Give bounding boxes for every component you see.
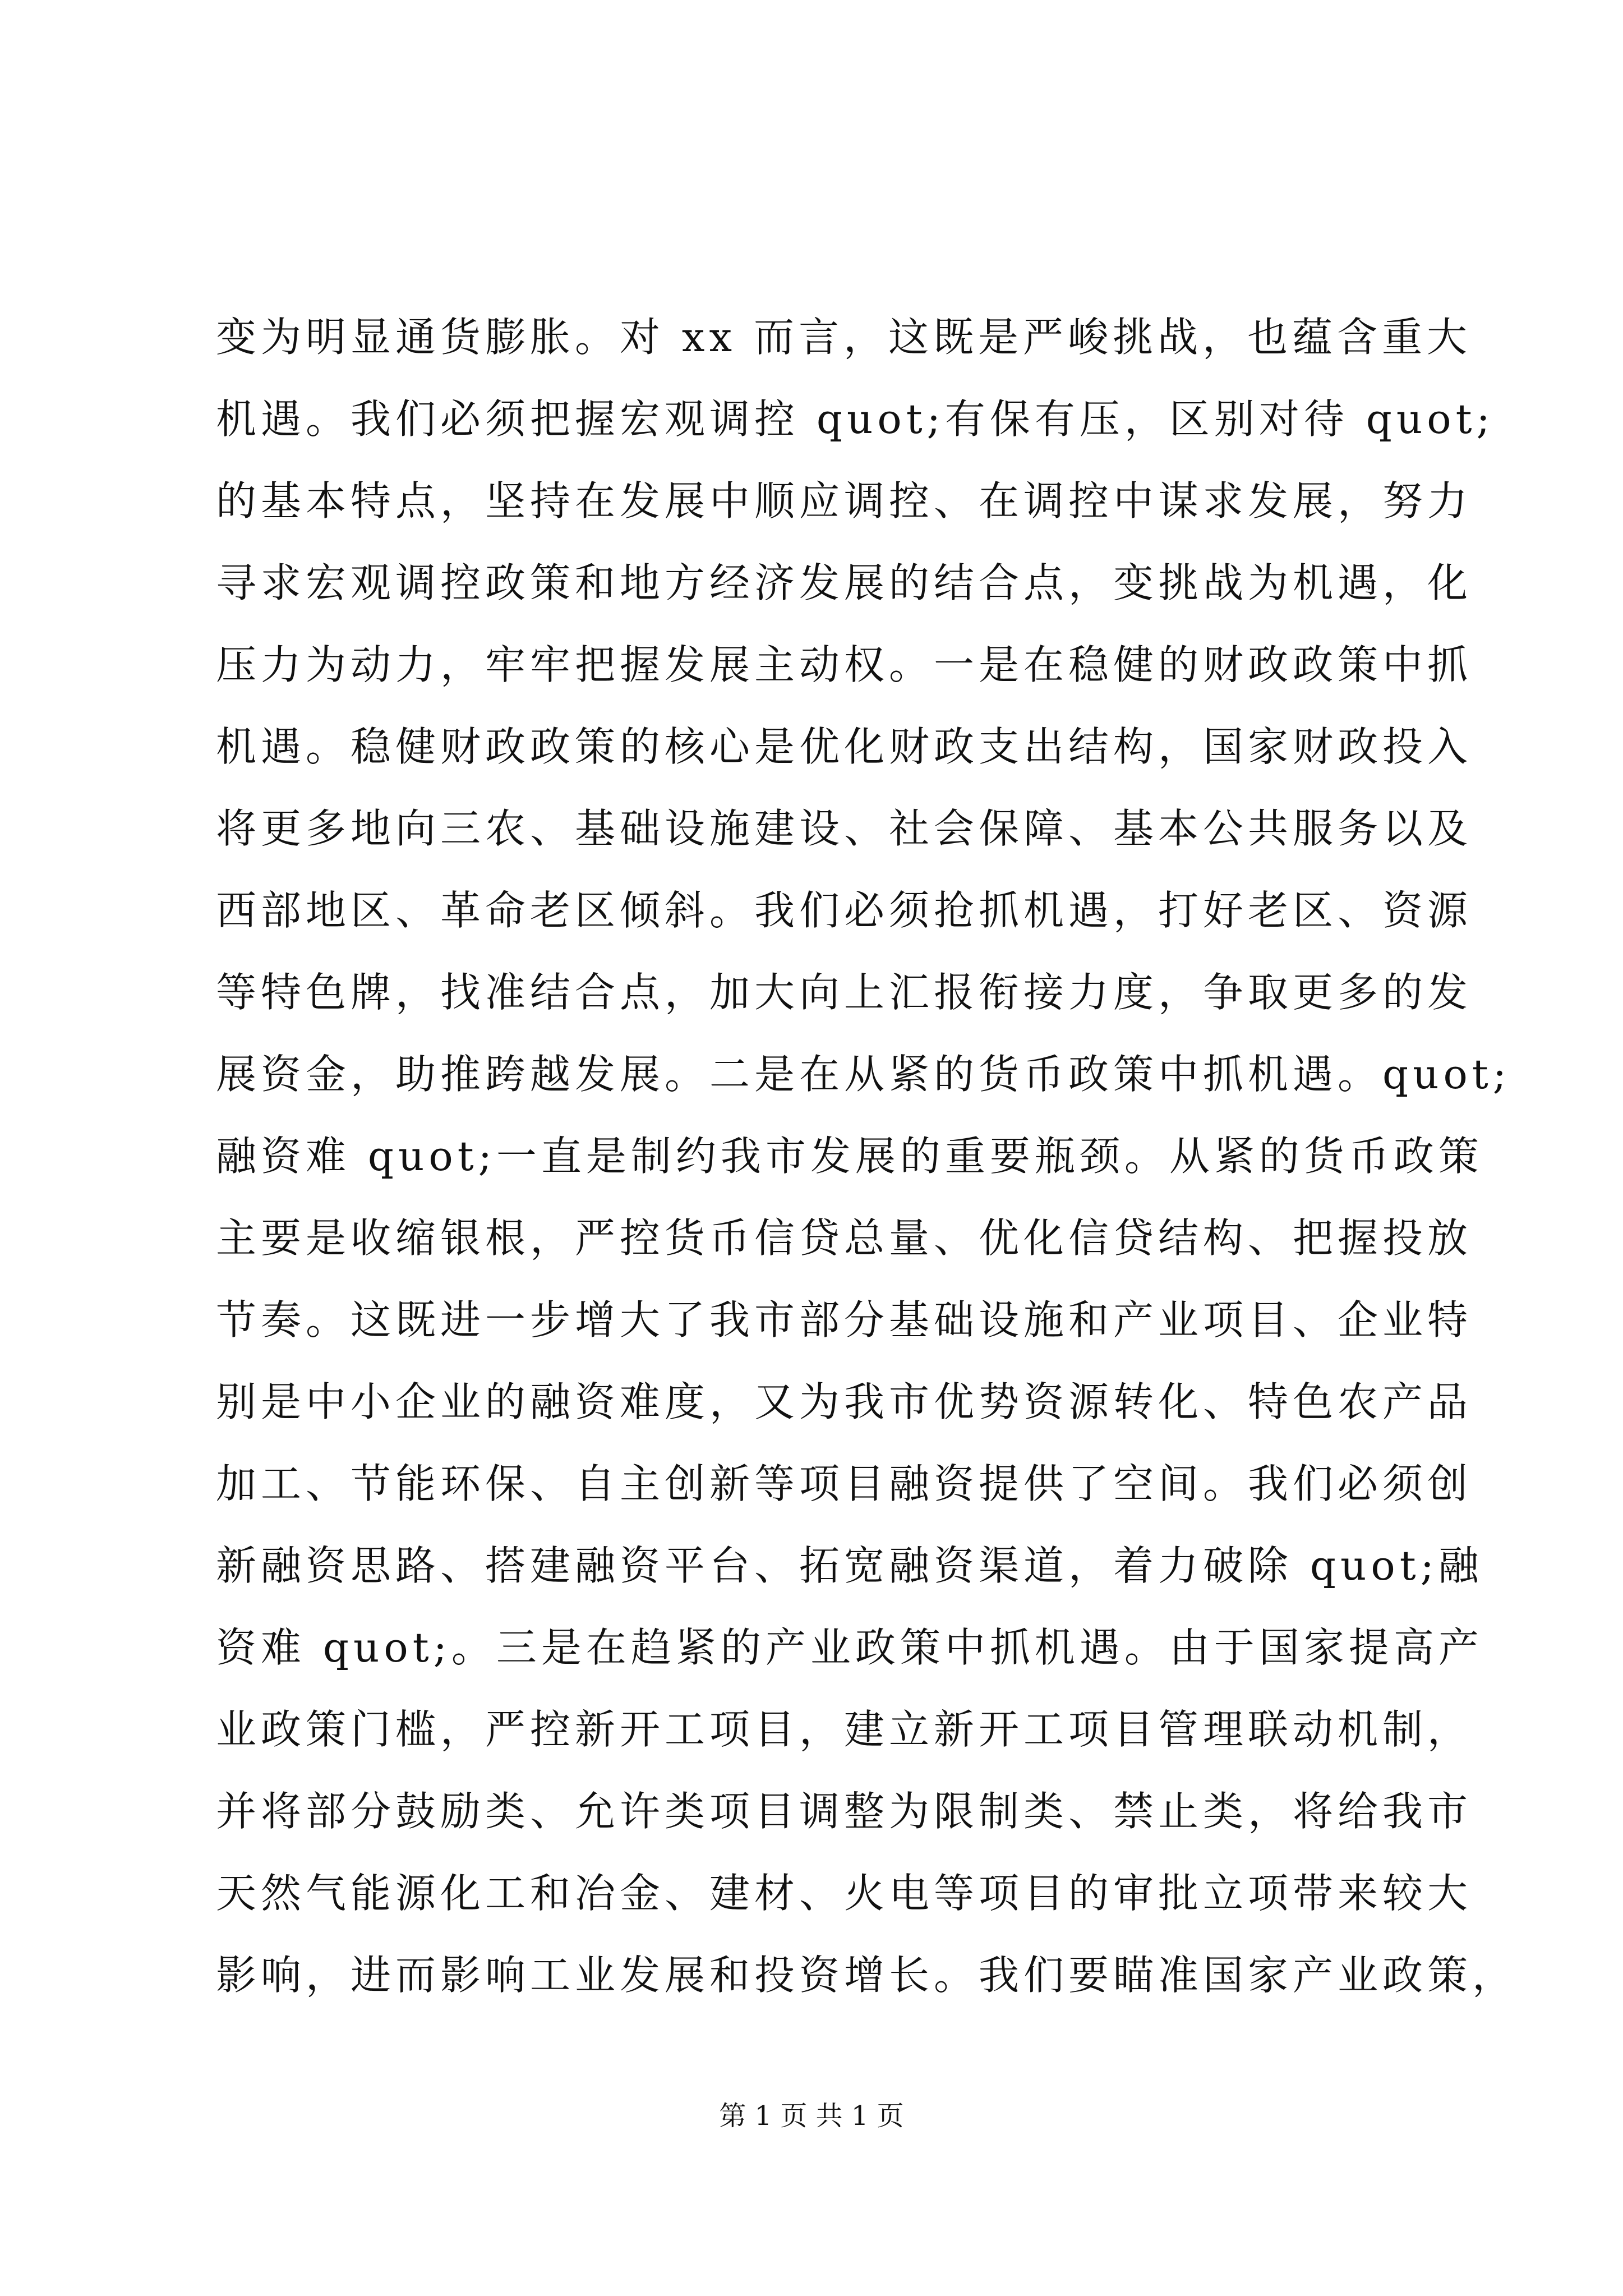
- text-line: 将更多地向三农、基础设施建设、社会保障、基本公共服务以及: [216, 805, 1473, 852]
- text-line: 主要是收缩银根，严控货币信贷总量、优化信贷结构、把握投放: [216, 1214, 1473, 1262]
- text-line: 压力为动力，牢牢把握发展主动权。一是在稳健的财政政策中抓: [216, 641, 1473, 688]
- text-line: 展资金，助推跨越发展。二是在从紧的货币政策中抓机遇。quot;: [216, 1051, 1511, 1098]
- text-line: 节奏。这既进一步增大了我市部分基础设施和产业项目、企业特: [216, 1296, 1473, 1343]
- page-footer: 第 1 页 共 1 页: [719, 2100, 904, 2132]
- text-line: 等特色牌，找准结合点，加大向上汇报衔接力度，争取更多的发: [216, 969, 1473, 1016]
- text-line: 的基本特点，坚持在发展中顺应调控、在调控中谋求发展，努力: [216, 477, 1473, 524]
- text-line: 加工、节能环保、自主创新等项目融资提供了空间。我们必须创: [216, 1460, 1473, 1507]
- body-text: [216, 296, 1518, 2016]
- text-line: 影响，进而影响工业发展和投资增长。我们要瞄准国家产业政策，: [216, 1952, 1518, 1999]
- text-line: 并将部分鼓励类、允许类项目调整为限制类、禁止类，将给我市: [216, 1788, 1473, 1835]
- text-line: 机遇。稳健财政政策的核心是优化财政支出结构，国家财政投入: [216, 723, 1473, 770]
- text-line: 变为明显通货膨胀。对 xx 而言，这既是严峻挑战，也蕴含重大: [216, 314, 1472, 361]
- text-line: 寻求宏观调控政策和地方经济发展的结合点，变挑战为机遇，化: [216, 559, 1473, 606]
- text-line: 资难 quot;。三是在趋紧的产业政策中抓机遇。由于国家提高产: [216, 1624, 1483, 1671]
- text-line: 西部地区、革命老区倾斜。我们必须抢抓机遇，打好老区、资源: [216, 887, 1473, 934]
- text-line: 融资难 quot;一直是制约我市发展的重要瓶颈。从紧的货币政策: [216, 1133, 1483, 1180]
- text-line: 新融资思路、搭建融资平台、拓宽融资渠道，着力破除 quot;融: [216, 1542, 1483, 1589]
- text-line: 天然气能源化工和冶金、建材、火电等项目的审批立项带来较大: [216, 1870, 1473, 1917]
- text-line: 机遇。我们必须把握宏观调控 quot;有保有压，区别对待 quot;: [216, 395, 1495, 443]
- text-line: 别是中小企业的融资难度，又为我市优势资源转化、特色农产品: [216, 1378, 1473, 1425]
- text-line: 业政策门槛，严控新开工项目，建立新开工项目管理联动机制，: [216, 1706, 1473, 1753]
